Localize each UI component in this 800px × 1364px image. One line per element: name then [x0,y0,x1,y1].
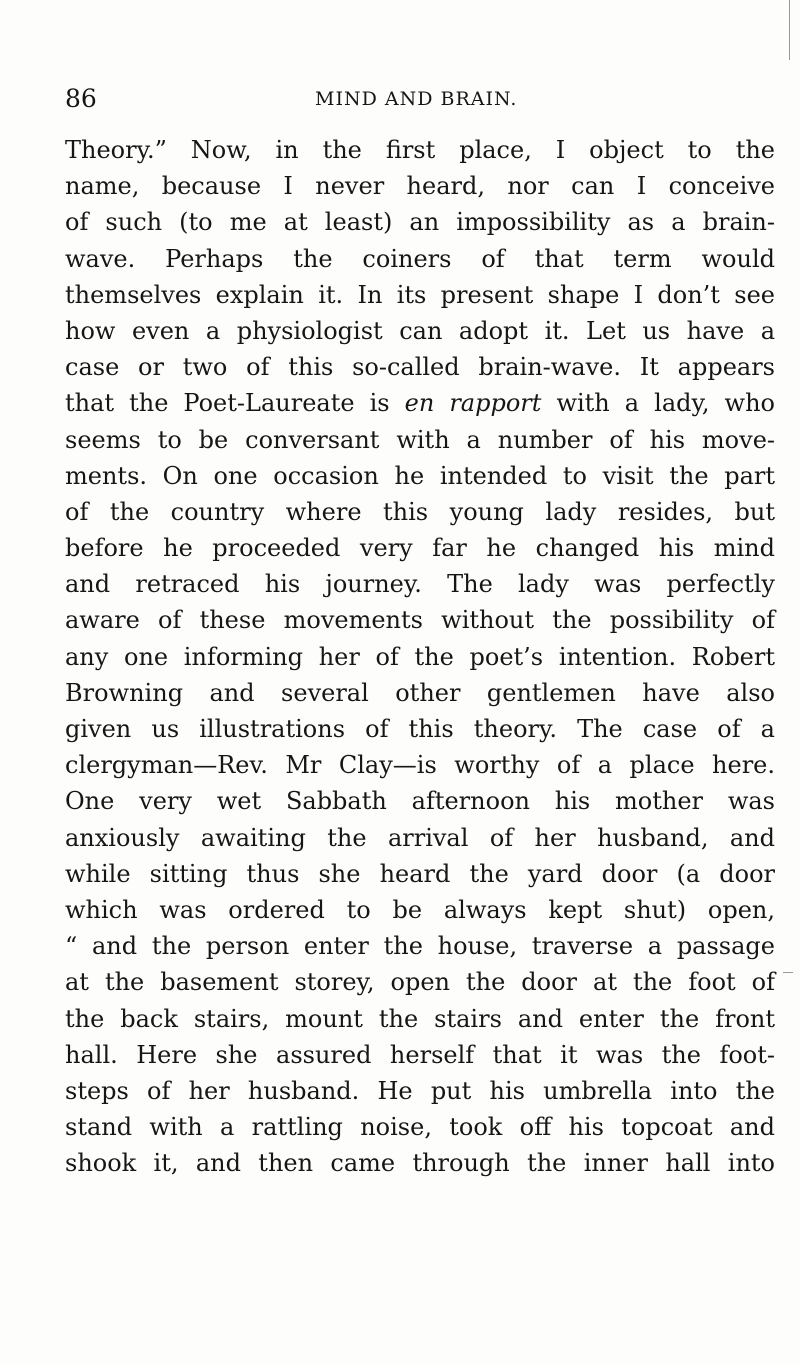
margin-mark-top [789,0,790,60]
text-line-19: One very wet Sabbath afternoon his mother was [65,787,775,816]
text-line-28: stand with a rattling noise, took off his topcoat and [65,1113,775,1142]
text-line-7: case or two of this so-called brain-wave. It appears [65,353,775,382]
margin-mark-middle [783,972,793,973]
text-line-21: while sitting thus she heard the yard door (a door [65,859,775,888]
text-line-15: any one informing her of the poet’s intention. Robert [65,642,775,671]
text-line-3: of such (to me at least) an impossibility as a brain- [65,208,775,237]
text-line-29: shook it, and then came through the inner hall into [65,1149,775,1178]
text-line-8 [65,385,775,421]
text-line-16: Browning and several other gentlemen have also [65,678,775,707]
running-head [65,84,765,124]
text-line-13: and retraced his journey. The lady was perfectly [65,570,775,599]
text-line-20: anxiously awaiting the arrival of her husband, and [65,823,775,852]
text-line-12: before he proceeded very far he changed his mind [65,534,775,563]
text-line-6: how even a physiologist can adopt it. Let us have a [65,316,775,345]
text-line-22: which was ordered to be always kept shut) open, [65,895,775,924]
text-line-14: aware of these movements without the possibility of [65,606,775,635]
text-line-2: name, because I never heard, nor can I conceive [65,172,775,201]
text-line-17: given us illustrations of this theory. The case of a [65,715,775,743]
text-line-24: at the basement storey, open the door at the foot of [65,968,775,997]
text-line-4: wave. Perhaps the coiners of that term would [65,244,775,273]
page-number: 86 [65,84,97,113]
text-line-25: the back stairs, mount the stairs and enter the front [65,1004,775,1033]
text-line-18: clergyman—Rev. Mr Clay—is worthy of a place here. [65,751,775,780]
text-line-27: steps of her husband. He put his umbrella into the [65,1076,775,1105]
text-line-23: “ and the person enter the house, traverse a passage [65,932,775,961]
text-line-26: hall. Here she assured herself that it was the foot- [65,1040,775,1069]
italic-phrase: en rapport [404,389,542,418]
text-line-9: seems to be conversant with a number of his move- [65,425,775,454]
body-text [65,132,775,1181]
text-line-5: themselves explain it. In its present shape I don’t see [65,280,775,309]
running-title: MIND AND BRAIN. [315,88,518,110]
text-line-1: Theory.” Now, in the first place, I object to the [65,136,775,164]
text-line-8-content: that the Poet-Laureate is en rapport with a lady, who [65,389,775,418]
text-line-10: ments. On one occasion he intended to visit the part [65,461,775,490]
text-line-11: of the country where this young lady resides, but [65,497,775,526]
